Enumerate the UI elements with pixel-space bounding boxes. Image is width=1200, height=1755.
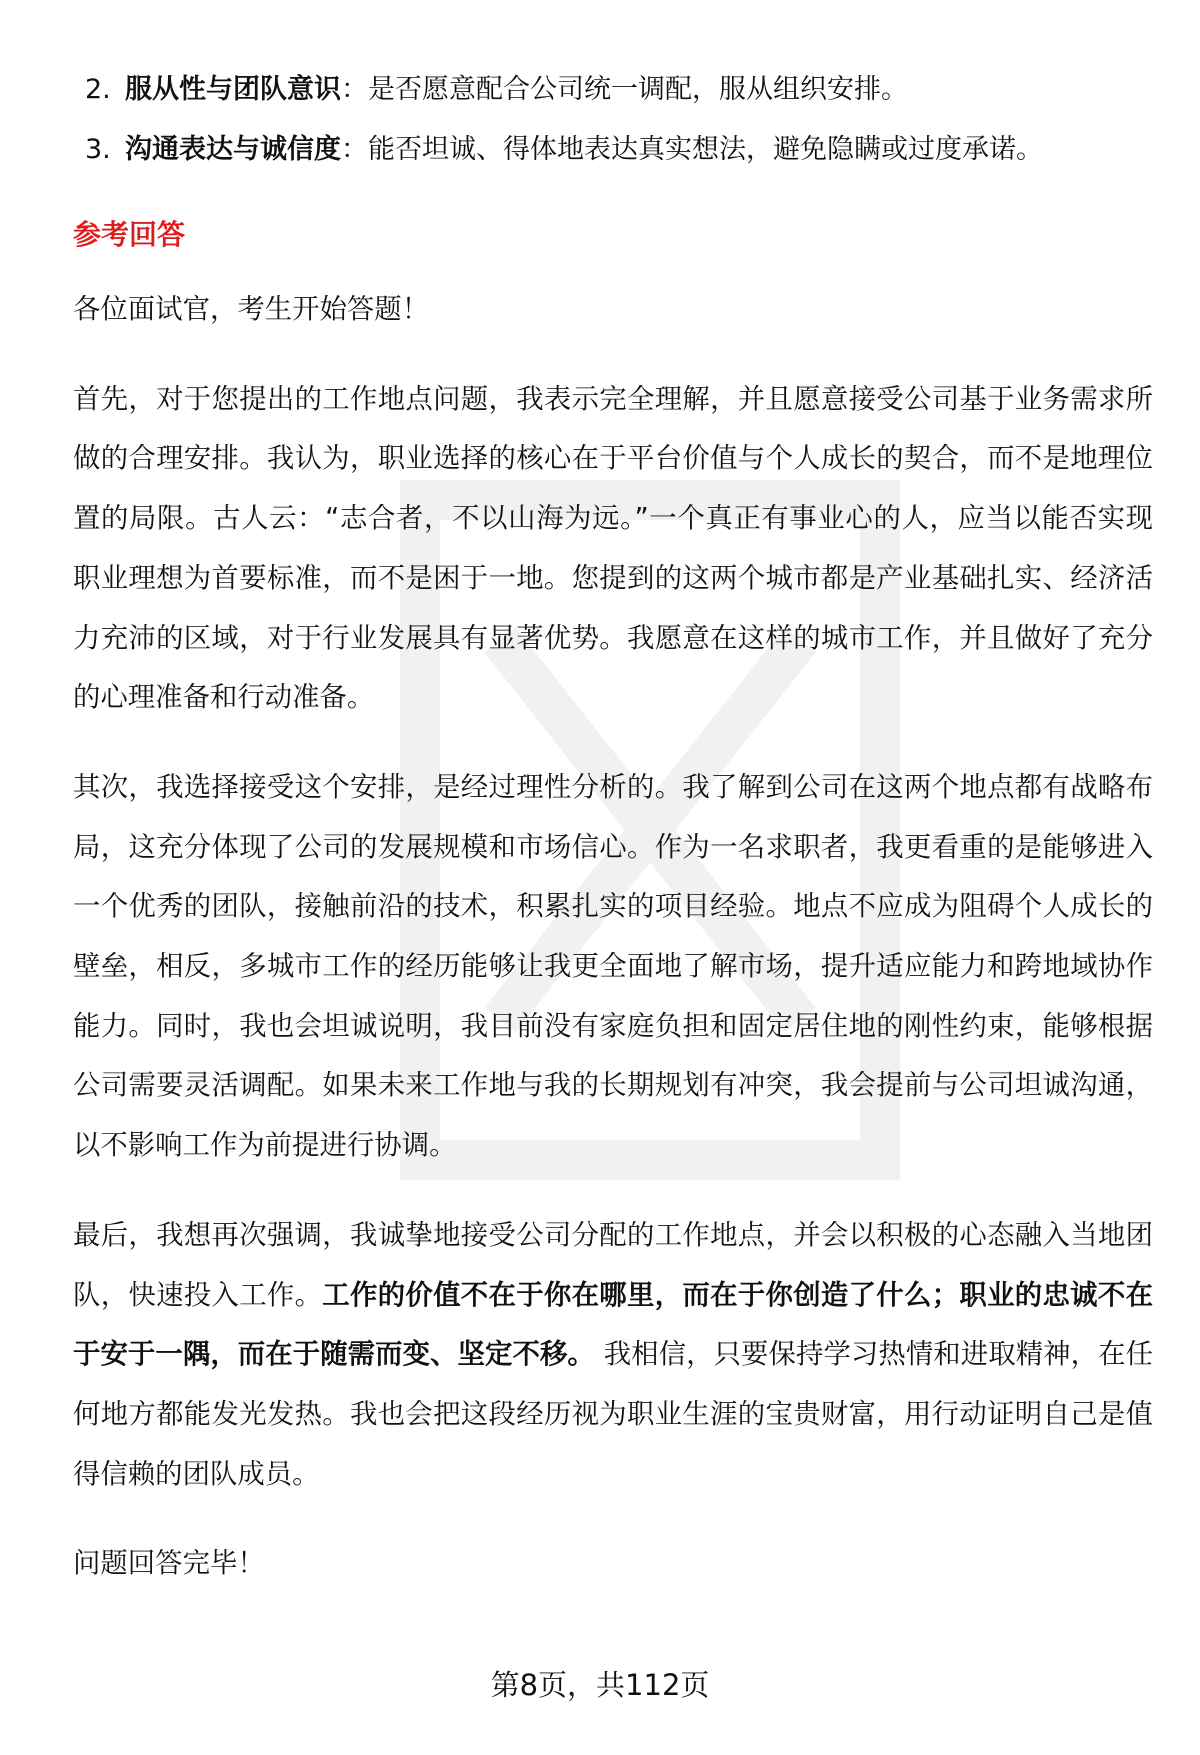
list-term: 沟通表达与诚信度 [125,134,341,165]
paragraph-third-bold-quote: 工作的价值不在于你在哪里，而在于你创造了什么；职业的忠诚不在于安于一隅，而在于随需而变、坚定不移。 [73,1279,1153,1371]
closing-paragraph: 问题回答完毕！ [73,1548,265,1580]
document-content [73,60,1153,1594]
list-text: ：是否愿意配合公司统一调配，服从组织安排。 [341,74,908,105]
list-item [73,120,1153,180]
page-footer: 第8页，共112页 [490,1668,710,1702]
greeting-paragraph: 各位面试官，考生开始答题！ [73,294,430,325]
paragraph-first: 首先，对于您提出的工作地点问题，我表示完全理解，并且愿意接受公司基于业务需求所做的合理安排。我认为，职业选择的核心在于平台价值与个人成长的契合，而不是地理位置的局限。古人云：“志合者，不以山海为远。”一个真正有事业心的人，应当以能否实现职业理想为首要标准，而不是困于一地。您提到的这两个城市都是产业基础扎实、经济活力充沛的区域，对于行业发展具有显著优势。我愿意在这样的城市工作，并且做好了充分的心理准备和行动准备。 [73,383,1153,714]
paragraph-third [73,1206,1153,1505]
list-term: 服从性与团队意识 [125,74,341,105]
paragraph-second: 其次，我选择接受这个安排，是经过理性分析的。我了解到公司在这两个地点都有战略布局，这充分体现了公司的发展规模和市场信心。作为一名求职者，我更看重的是能够进入一个优秀的团队，接触前沿的技术，积累扎实的项目经验。地点不应成为阻碍个人成长的壁垒，相反，多城市工作的经历能够让我更全面地了解市场，提升适应能力和跨地域协作能力。同时，我也会坦诚说明，我目前没有家庭负担和固定居住地的刚性约束，能够根据公司需要灵活调配。如果未来工作地与我的长期规划有冲突，我会提前与公司坦诚沟通，以不影响工作为前提进行协调。 [73,771,1153,1162]
paragraph-third-outro: 我相信，只要保持学习热情和进取精神，在任何地方都能发光发热。我也会把这段经历视为职业生涯的宝贵财富，用行动证明自己是值得信赖的团队成员。 [73,1339,1153,1490]
list-number: 2. [85,74,111,105]
paragraph-third-intro: 最后，我想再次强调，我诚挚地接受公司分配的工作地点，并会以积极的心态融入当地团队，快速投入工作。 [73,1219,1153,1311]
section-heading: 参考回答 [73,218,186,251]
list-text: ：能否坦诚、得体地表达真实想法，避免隐瞒或过度承诺。 [341,134,1043,165]
list-number: 3. [85,134,111,165]
list-item [73,60,1153,120]
